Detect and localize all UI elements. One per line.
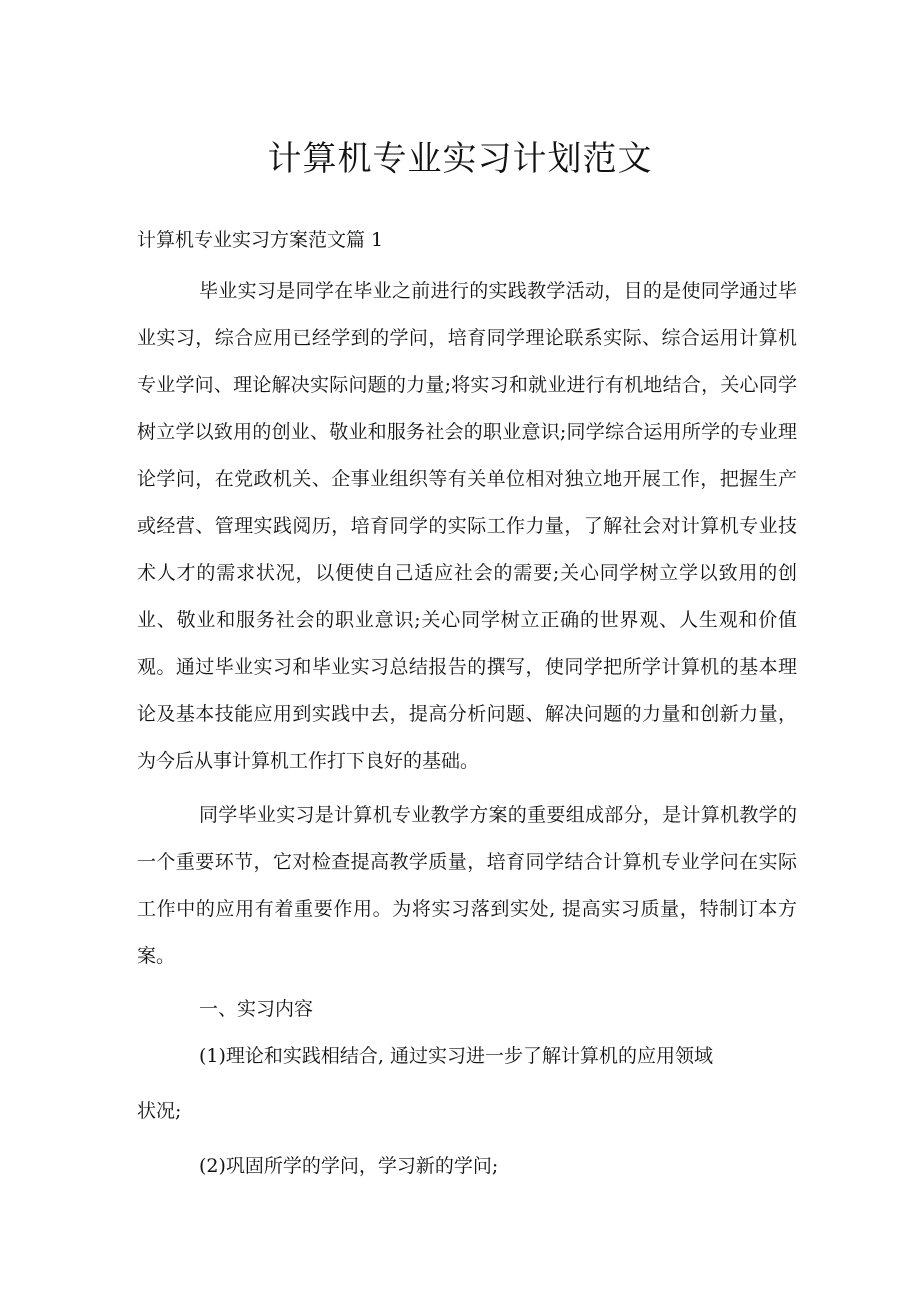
document-title: 计算机专业实习计划范文 xyxy=(267,139,653,179)
body-paragraph-intro: 毕业实习是同学在毕业之前进行的实践教学活动，目的是使同学通过毕业实习，综合应用已经学到的学问，培育同学理论联系实际、综合运用计算机专业学问、理论解决实际问题的力量;将实习和就业进行有机地结合，关心同学树立学以致用的创业、敬业和服务社会的职业意识;同学综合运用所学的专业理论学问，在党政机关、企事业组织等有关单位相对独立地开展工作，把握生产或经营、管理实践阅历，培育同学的实际工作力量，了解社会对计算机专业技术人才的需求状况，以便使自己适应社会的需要;关心同学树立学以致用的创业、敬业和服务社会的职业意识;关心同学树立正确的世界观、人生观和价值观。通过毕业实习和毕业实习总结报告的撰写，使同学把所学计算机的基本理论及基本技能应用到实践中去，提高分析问题、解决问题的力量和创新力量，为今后从事计算机工作打下良好的基础。 xyxy=(137,280,797,772)
section-heading: 一、实习内容 xyxy=(199,998,314,1020)
body-paragraph-purpose: 同学毕业实习是计算机专业教学方案的重要组成部分，是计算机教学的一个重要环节，它对检查提高教学质量，培育同学结合计算机专业学问在实际工作中的应用有着重要作用。为将实习落到实处, 提高实习质量，特制订本方案。 xyxy=(137,804,797,967)
list-item-1: (1)理论和实践相结合, 通过实习进一步了解计算机的应用领域 xyxy=(199,1045,713,1067)
list-item-1-continued: 状况; xyxy=(137,1100,182,1122)
list-item-2: (2)巩固所学的学问，学习新的学问; xyxy=(199,1155,499,1177)
document-subtitle: 计算机专业实习方案范文篇 1 xyxy=(137,229,384,251)
